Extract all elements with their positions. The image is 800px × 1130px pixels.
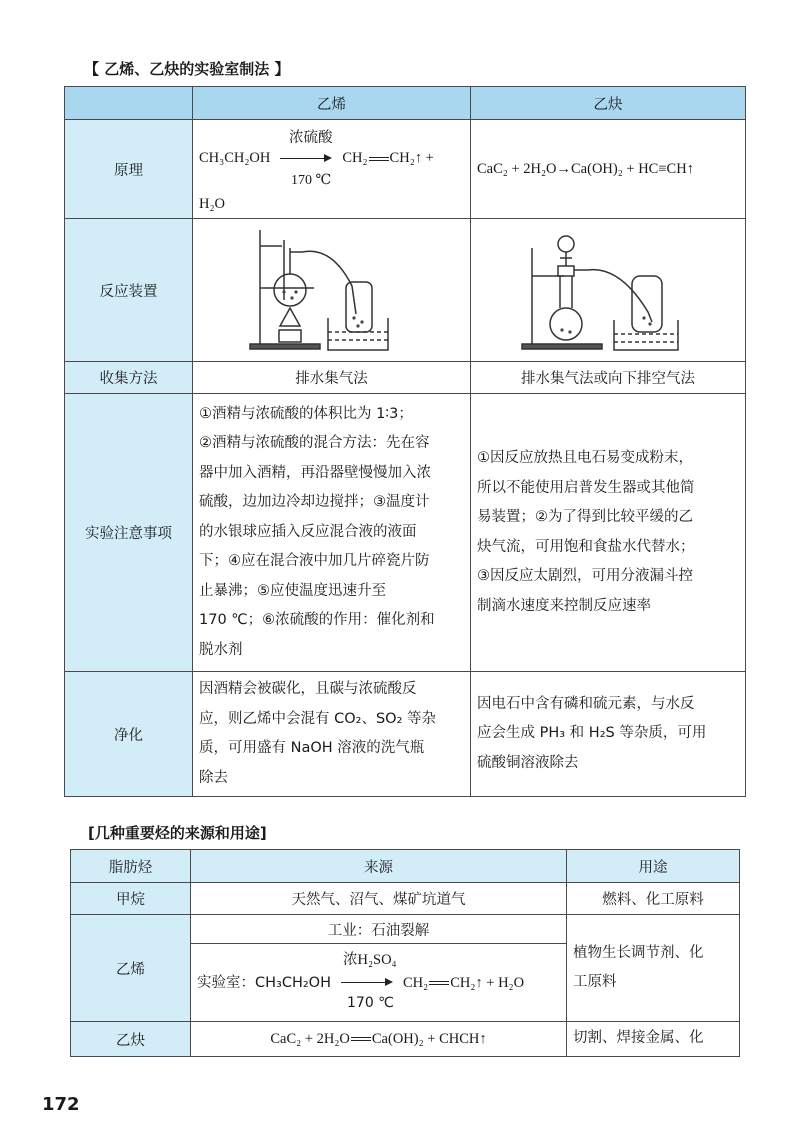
- purify-ethylene-line: 除去: [199, 769, 228, 786]
- acetylene-source-right: Ca(OH)₂ + CHCH↑: [371, 1030, 487, 1047]
- principle-ethylene-cell: [193, 120, 471, 219]
- ethylene-name: 乙烯: [71, 915, 191, 1022]
- notes-acetylene-line: 炔气流，可用饱和食盐水代替水；: [477, 538, 695, 555]
- acetylene-name: 乙炔: [71, 1022, 191, 1057]
- apparatus-acetylene-cell: [471, 219, 746, 362]
- water-product: H₂O: [199, 196, 225, 212]
- purify-acetylene-cell: [471, 672, 746, 797]
- notes-ethylene-line: ②酒精与浓硫酸的混合方法：先在容: [199, 435, 430, 452]
- notes-acetylene-cell: [471, 394, 746, 672]
- ethylene-lab-source-cell: [191, 944, 567, 1022]
- reactant: CH₃CH₂OH: [199, 150, 271, 166]
- header-hydrocarbon: 脂肪烃: [71, 850, 191, 883]
- acetylene-eq-left: CaC₂ + 2H₂O→Ca(OH)₂ + HC: [477, 160, 659, 177]
- header-acetylene: 乙炔: [471, 87, 746, 120]
- purify-acetylene-line: 因电石中含有磷和硫元素，与水反: [477, 695, 695, 712]
- notes-acetylene-line: 所以不能使用启普发生器或其他简: [477, 479, 695, 496]
- ethylene-use-line: 植物生长调节剂、化: [573, 944, 704, 961]
- label-notes: 实验注意事项: [65, 394, 193, 672]
- lab-product-left: CH₂: [403, 975, 429, 991]
- lab-catalyst: 浓H₂SO₄: [343, 952, 397, 968]
- acetylene-eq-right: CH↑: [666, 160, 694, 177]
- row-purify: [65, 672, 746, 797]
- row-apparatus: [65, 219, 746, 362]
- notes-ethylene-line: 170 ℃；⑥浓硫酸的作用：催化剂和: [199, 612, 435, 629]
- catalyst-label: 浓硫酸: [289, 130, 333, 146]
- page-number: 172: [42, 1094, 80, 1115]
- lab-condition: 170 ℃: [347, 995, 394, 1011]
- lab-prefix: 实验室：CH₃CH₂OH: [197, 975, 331, 991]
- methane-use: 燃料、化工原料: [567, 883, 740, 915]
- purify-acetylene-line: 应会生成 PH₃ 和 H₂S 等杂质，可用: [477, 725, 707, 742]
- product-right: CH₂↑ +: [389, 150, 434, 166]
- notes-ethylene-line: 脱水剂: [199, 641, 243, 658]
- row-acetylene: [71, 1022, 740, 1057]
- acetylene-equals: [351, 1037, 371, 1041]
- acetylene-source: [191, 1022, 567, 1057]
- lab-preparation-table: [64, 86, 746, 797]
- row-methane: [71, 883, 740, 915]
- principle-acetylene-cell: [471, 120, 746, 219]
- notes-ethylene-line: ①酒精与浓硫酸的体积比为 1∶3；: [199, 405, 413, 422]
- purify-ethylene-line: 质，可用盛有 NaOH 溶液的洗气瓶: [199, 740, 425, 756]
- equation-line: [199, 150, 434, 167]
- notes-ethylene-line: 硫酸，边加边冷却边搅拌；③温度计: [199, 494, 430, 511]
- notes-ethylene-cell: [193, 394, 471, 672]
- triple-bond: ≡: [658, 160, 667, 177]
- purify-acetylene-line: 硫酸铜溶液除去: [477, 754, 579, 771]
- collection-ethylene: 排水集气法: [193, 362, 471, 394]
- purify-ethylene-line: 应，则乙烯中会混有 CO₂、SO₂ 等杂: [199, 710, 436, 727]
- purify-ethylene-line: 因酒精会被碳化，且碳与浓硫酸反: [199, 681, 417, 697]
- header-corner: [65, 87, 193, 120]
- notes-ethylene-line: 止暴沸；⑤应使温度迅速升至: [199, 582, 386, 599]
- product-left: CH₂: [342, 150, 368, 166]
- lab-equation: [197, 944, 560, 1021]
- double-bond: [369, 157, 389, 161]
- purify-ethylene-cell: [193, 672, 471, 797]
- notes-ethylene-line: 器中加入酒精，再沿器壁慢慢加入浓: [199, 464, 431, 481]
- table2-header-row: [71, 850, 740, 883]
- reaction-arrow: [280, 154, 332, 164]
- acetylene-use: 切割、焊接金属、化: [567, 1022, 740, 1057]
- notes-acetylene-line: ①因反应放热且电石易变成粉末，: [477, 450, 693, 466]
- table-header-row: [65, 87, 746, 120]
- methane-name: 甲烷: [71, 883, 191, 915]
- label-principle: 原理: [65, 120, 193, 219]
- hydrocarbon-sources-table: [70, 849, 740, 1057]
- row-ethylene-industry: [71, 915, 740, 944]
- ethylene-use-cell: [567, 915, 740, 1022]
- lab-equation-line: [197, 971, 524, 992]
- methane-source: 天然气、沼气、煤矿坑道气: [191, 883, 567, 915]
- ethylene-industry-source: 工业：石油裂解: [191, 915, 567, 944]
- notes-ethylene-line: 下；④应在混合液中加几片碎瓷片防: [199, 553, 430, 570]
- acetylene-source-left: CaC₂ + 2H₂O: [270, 1030, 350, 1047]
- notes-acetylene-line: ③因反应太剧烈，可用分液漏斗控: [477, 568, 693, 584]
- notes-ethylene-line: 的水银球应插入反应混合液的液面: [199, 523, 417, 540]
- section2-title: [几种重要烃的来源和用途]: [88, 824, 267, 842]
- acetylene-apparatus-illustration: [508, 226, 708, 354]
- lab-product-right: CH₂↑ + H₂O: [450, 975, 525, 991]
- label-apparatus: 反应装置: [65, 219, 193, 362]
- lab-double-bond: [429, 981, 449, 985]
- header-ethylene: 乙烯: [193, 87, 471, 120]
- row-principle: [65, 120, 746, 219]
- condition-label: 170 ℃: [291, 173, 332, 188]
- ethylene-equation: [199, 120, 464, 218]
- section1-title: 【 乙烯、乙炔的实验室制法 】: [84, 60, 290, 78]
- lab-reaction-arrow: [341, 978, 393, 988]
- header-use: 用途: [567, 850, 740, 883]
- row-notes: [65, 394, 746, 672]
- row-collection: [65, 362, 746, 394]
- notes-acetylene-line: 易装置；②为了得到比较平缓的乙: [477, 509, 693, 525]
- ethylene-use-line: 工原料: [573, 974, 617, 990]
- collection-acetylene: 排水集气法或向下排空气法: [471, 362, 746, 394]
- label-purify: 净化: [65, 672, 193, 797]
- ethylene-apparatus-illustration: [232, 226, 432, 354]
- notes-acetylene-line: 制滴水速度来控制反应速率: [477, 597, 651, 614]
- header-source: 来源: [191, 850, 567, 883]
- label-collection: 收集方法: [65, 362, 193, 394]
- apparatus-ethylene-cell: [193, 219, 471, 362]
